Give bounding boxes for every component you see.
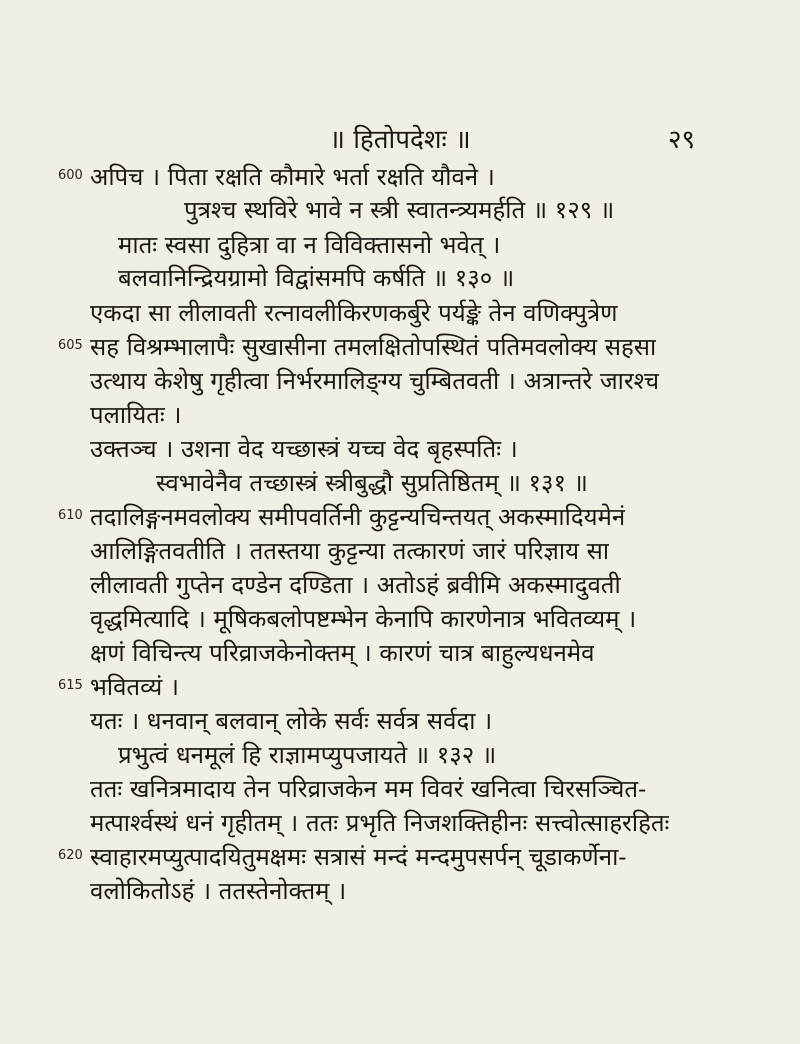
- text-line: [0, 874, 800, 908]
- line-text: उक्तञ्च । उशना वेद यच्छास्त्रं यच्च वेद बृहस्पतिः ।: [90, 435, 518, 463]
- line-text: तदालिङ्गनमवलोक्य समीपवर्तिनी कुट्टन्यचिन्तयत् अकस्मादियमेनं: [90, 503, 626, 531]
- text-line: [0, 704, 800, 738]
- text-line: [0, 296, 800, 330]
- page-header: [0, 120, 800, 156]
- line-text: वलोकितोऽहं । ततस्तेनोक्तम् ।: [90, 877, 347, 905]
- line-number: 605: [58, 338, 83, 353]
- line-text: क्षणं विचिन्त्य परिव्राजकेनोक्तम् । कारणं चात्र बाहुल्यधनमेव: [90, 639, 595, 667]
- text-line: [0, 364, 800, 398]
- line-text: एकदा सा लीलावती रत्नावलीकिरणकर्बुरे पर्यङ्के तेन वणिक्पुत्रेण: [90, 299, 618, 327]
- line-text: स्वाहारमप्युत्पादयितुमक्षमः सत्रासं मन्दं मन्दमुपसर्पन् चूडाकर्णेना-: [90, 843, 627, 871]
- line-text: उत्थाय केशेषु गृहीत्वा निर्भरमालिङ्ग्य चुम्बितवती । अत्रान्तरे जारश्च: [90, 367, 660, 395]
- line-text: बलवानिन्द्रियग्रामो विद्वांसमपि कर्षति ॥ १३० ॥: [118, 264, 515, 292]
- line-number: 610: [58, 508, 83, 523]
- line-text: पुत्रश्च स्थविरे भावे न स्त्री स्वातन्त्र्यमर्हति ॥ १२९ ॥: [184, 196, 615, 224]
- text-line: [0, 534, 800, 568]
- text-line: [0, 330, 800, 364]
- running-title: ॥ हितोपदेशः ॥: [329, 125, 471, 155]
- text-line: [0, 500, 800, 534]
- line-text: स्वभावेनैव तच्छास्त्रं स्त्रीबुद्धौ सुप्रतिष्ठितम् ॥ १३१ ॥: [156, 469, 588, 497]
- text-line: [0, 193, 800, 227]
- line-number: 600: [58, 168, 83, 183]
- line-text: ततः खनित्रमादाय तेन परिव्राजकेन मम विवरं खनित्वा चिरसञ्चित-: [90, 775, 647, 803]
- text-line: [0, 772, 800, 806]
- text-line: [0, 738, 800, 772]
- line-text: प्रभुत्वं धनमूलं हि राज्ञामप्युपजायते ॥ १३२ ॥: [118, 741, 497, 769]
- line-text: मत्पार्श्वस्थं धनं गृहीतम् । ततः प्रभृति निजशक्तिहीनः सत्त्वोत्साहरहितः: [90, 809, 670, 837]
- line-text: आलिङ्गितवतीति । ततस्तया कुट्टन्या तत्कारणं जारं परिज्ञाय सा: [90, 537, 610, 565]
- line-text: पलायितः ।: [90, 401, 182, 429]
- line-text: वृद्धमित्यादि । मूषिकबलोपष्टम्भेन केनापि कारणेनात्र भवितव्यम् ।: [90, 605, 637, 633]
- text-line: [0, 398, 800, 432]
- text-line: [0, 261, 800, 295]
- text-line: [0, 806, 800, 840]
- text-line: [0, 160, 800, 194]
- line-number: 615: [58, 678, 83, 693]
- text-line: [0, 602, 800, 636]
- line-text: यतः । धनवान् बलवान् लोके सर्वः सर्वत्र सर्वदा ।: [90, 707, 493, 735]
- text-line: [0, 466, 800, 500]
- text-line: [0, 568, 800, 602]
- text-line: [0, 670, 800, 704]
- line-text: मातः स्वसा दुहित्रा वा न विविक्तासनो भवेत् ।: [118, 231, 501, 259]
- text-line: [0, 228, 800, 262]
- line-text: सह विश्रम्भालापैः सुखासीना तमलक्षितोपस्थितं पतिमवलोक्य सहसा: [90, 333, 657, 361]
- text-line: [0, 636, 800, 670]
- text-line: [0, 840, 800, 874]
- line-number: 620: [58, 848, 83, 863]
- line-text: लीलावती गुप्तेन दण्डेन दण्डिता । अतोऽहं ब्रवीमि अकस्मादुवती: [90, 571, 621, 599]
- page-number: २९: [668, 125, 696, 155]
- text-line: [0, 432, 800, 466]
- line-text: भवितव्यं ।: [90, 673, 179, 701]
- line-text: अपिच । पिता रक्षति कौमारे भर्ता रक्षति यौवने ।: [90, 163, 495, 191]
